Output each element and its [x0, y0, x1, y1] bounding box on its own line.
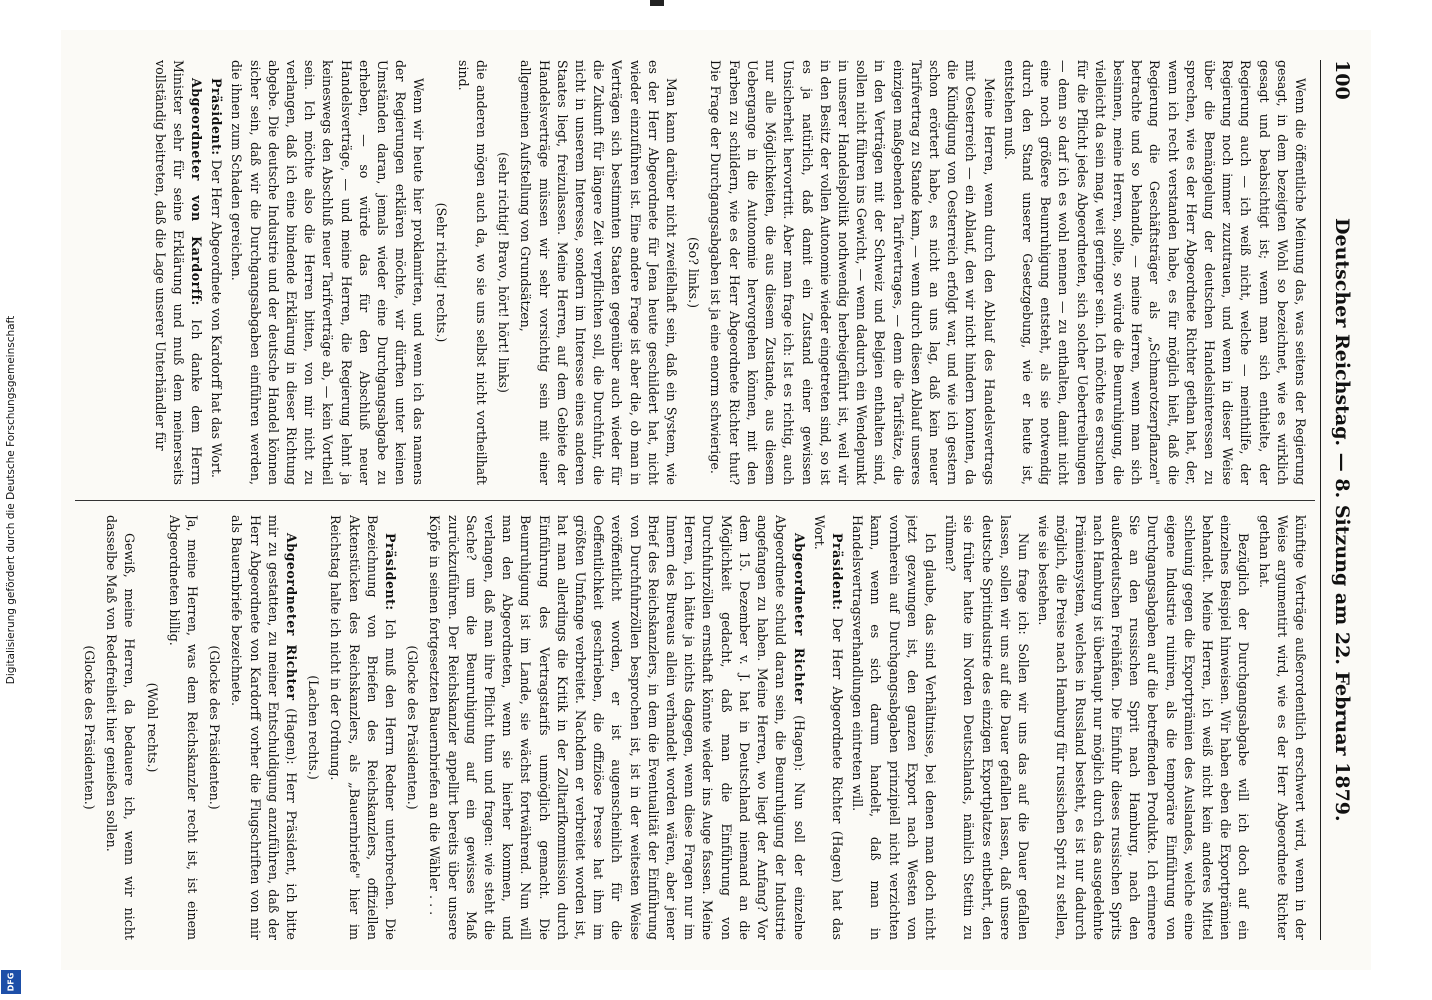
paragraph: Wenn die öffentliche Meinung das, was seitens der Regierung gesagt, in dem bezeigten Wohl so bezeichnet, wie es wirklich gesagt und beabsichtigt ist; wenn man sich enthielte, der Regierung auch — ich weiß nicht, welche — meinthilfe, der Regierung noch immer zuzutrauen, und wenn in dieser Weise über die Bemängelung der deutschen Handelsinteressen zu sprechen, wie es der Herr Abgeordnete Richter gethan hat, der, wenn ich recht verstanden habe, es für möglich hielt, daß die Regierung die Geschäftsträger als „Schmarotzerpflanzen" betrachte und so behandle, — meine Herren, wenn man sich besinnen, meine Herren, sollte, so würde die Beunruhigung, die vielleicht da sein mag, weit geringer sein. Ich möchte es ersuchen für die Pflicht jedes Abgeordneten, sich solcher Uebertreibungen — denn so darf ich es wohl nennen — zu enthalten, damit nicht eine noch größere Beunruhigung entsteht, als sie notwendig durch den Stand unserer Gesetzgebung, wie er heute ist, entstehen muß.: [1001, 60, 1308, 485]
right-column: [79, 515, 1309, 940]
interjection: (So? links.): [686, 236, 702, 309]
scan-mark: [650, 0, 664, 6]
speaker-name: Abgeordneter von Kardorff:: [189, 78, 205, 306]
dfg-logo: DFG: [1, 970, 21, 994]
speaker-name: Präsident:: [829, 533, 845, 611]
interjection: (Glocke des Präsidenten.): [207, 645, 223, 810]
speech-text: Der Herr Abgeordnete von Kardorff hat das Wort.: [209, 155, 225, 478]
interjection: (Glocke des Präsidenten.): [82, 645, 97, 810]
paragraph: Wenn wir heute hier proklamirten, und wenn ich das namens der Regierungen erklären möchte, wir dürften unter keinen Umständen daran, jemals wieder eine Durchgangsabgabe zu erheben, — so würde das für den Abschluß neuer Handelsverträge, — und meine Herren, die Regierung lehnt ja keineswegs den Abschluß neuer Tarifverträge ab, — kein Vortheil sein. Ich möchte also die Herren bitten, von mir nicht zu verlangen, daß ich eine bindende Erklärung in dieser Richtung abgebe. Die deutsche Industrie und der deutsche Handel können sicher sein, daß wir die Durchgangsabgaben einführen werden, die ihnen zum Schaden gereichen.: [229, 60, 427, 485]
left-column: [79, 60, 1309, 485]
speaker-paragraph: [227, 515, 300, 940]
speech-text: (Hagen): Herr Präsident, ich bitte mir zu gestatten, zu meiner Entschuldigung anzuführen, daß der Herr Abgeordnete von Kardorff vorher die Flugschriften von mir als Bauernbriefe bezeichnete.: [229, 515, 300, 940]
speaker-name: Abgeordneter Richter: [791, 533, 807, 704]
paragraph: Man kann darüber nicht zweifelhaft sein, daß ein System, wie es der Herr Abgeordnete für Jena heute geschildert hat, nicht wieder einzuführen ist. Eine andere Frage ist aber die, ob man in Verträgen sich bestimmten Staaten gegenüber auch wieder für die Zukunft für längere Zeit verpflichten soll, die Durchfuhr, die nicht in unserem Interesse, sondern im Interesse eines anderen Staates liegt, freizulassen. Meine Herren, auf dem Gebiete der Handelsverträge müssen wir sehr vorsichtig sein mit einer allgemeinen Aufstellung von Grundsätzen,: [518, 60, 680, 485]
speaker-paragraph: [425, 515, 807, 940]
speaker-paragraph: [810, 515, 846, 940]
paragraph: Meine Herren, wenn durch den Ablauf des Handelsvertrags mit Oesterreich — ein Ablauf, den wir nicht hindern konnten, da die Kündigung von Oesterreich erfolgt war, und wie ich gestern schon erörtert habe, es nicht an uns lag, daß kein neuer Tarifvertrag zu Stande kam, — wenn durch diesen Ablauf unseres einzigen maßgebenden Tarifvertrages, — denn die Tarifsätze, die in den Verträgen mit der Schweiz und Belgien enthalten sind, sollen nicht führen ins Gewicht, — wenn dadurch ein Wendepunkt in unserer Handelspolitik nothwendig herbeigeführt ist, weil wir in den Besitz der vollen Autonomie wieder eingetreten sind, so ist es ja natürlich, daß damit ein Zustand einer gewissen Unsicherheit hervortritt. Aber man frage ich: Ist es richtig, auch nur alle Möglichkeiten, die aus diesem Zustande, aus diesem Uebergange in die Autonomie hervorgehen können, mit den Farben zu schildern, wie es der Herr Abgeordnete Richter thut? Die Frage der Durchgangsabgaben ist ja eine enorm schwierige.: [708, 60, 997, 485]
speech-text: Ich danke dem Herrn Minister sehr für seine Erklärung und muß dem meinerseits vollständig beitreten, daß die Lage unserer Unterhändler für: [152, 60, 205, 485]
credit-text: Digitalisierung gefördert durch die Deutsche Forschungsgemeinschaft: [5, 315, 17, 685]
page-header: [1327, 60, 1353, 940]
paragraph: Ich glaube, das sind Verhältnisse, bei denen man doch nicht jetzt gezwungen ist, den ganzen Export nach Westen von vornherein auf Durchgangsabgaben prinzipiell nicht verzichten kann, wenn es sich darum handelt, daß man in Handelsvertragsverhandlungen eintreten will.: [850, 515, 938, 940]
interjection: (Glocke des Präsidenten.): [405, 645, 421, 810]
speech-text: Der Herr Abgeordnete Richter (Hagen) hat das Wort.: [811, 515, 845, 940]
paragraph: die anderen mögen auch da, wo sie uns selbst nicht vortheilhaft sind.: [455, 60, 490, 485]
speaker-name: Präsident:: [209, 78, 225, 156]
paragraph: künftige Verträge außerordentlich erschwert wird, wenn in der Weise argumentirt wird, wie es der Herr Abgeordnete Richter gethan hat.: [1256, 515, 1308, 940]
speaker-paragraph: [207, 60, 225, 485]
speaker-name: Abgeordneter Richter: [284, 533, 300, 701]
paragraph: Gewiß, meine Herren, da bedauere ich, wenn wir nicht dasselbe Maß von Redefreiheit hier genießen sollen.: [104, 515, 138, 940]
speaker-paragraph: [150, 60, 205, 485]
speech-text: (Hagen): Nun soll der einzelne Abgeordnete schuld daran sein, die Beunruhigung der Industrie angefangen zu haben. Meine Herren, wo liegt der Anfang? Vor dem 15. Dezember v. J. hat in Deutschland niemand an die Möglichkeit gedacht, daß man die Einführung von Durchfuhrzöllen ernsthaft könnte wieder ins Auge fassen. Meine Herren, ich hätte ja nichts dagegen, wenn diese Fragen nur im Innern des Bureaus allein verhandelt worden wären, aber jener Brief des Reichskanzlers, in dem die Eventualität der Einführung von Durchfuhrzöllen besprochen ist, ist in der weitesten Weise veröffentlicht worden, er ist augenscheinlich für die Oeffentlichkeit geschrieben, die offiziöse Presse hat ihm im größten Umfange verbreitet. Nachdem er verbreitet worden ist, hat man allerdings die Kritik in der Zolltarifkommission durch Einführung des Vertragstarifs unmöglich gemacht. Die Beunruhigung ist im Lande, sie wächst fortwährend. Nun will man den Abgeordneten, wenn sie hierher kommen, und verlangen, daß man ihre Pflicht thun und fragen: wie steht die Sache? um die Beunruhigung auf ein gewisses Maß zurückzuführen. Der Reichskanzler appellirt bereits über unsere Köpfe in seinen fortgesetzten Bauernbriefen an die Wähler . . .: [427, 515, 807, 940]
speaker-paragraph: [326, 515, 399, 940]
interjection: (Lachen rechts.): [306, 675, 322, 780]
speech-text: Ich muß den Herrn Redner unterbrechen. Die Bezeichnung von Briefen des Reichskanzlers, offiziellen Aktenstücken des Reichskanzlers, als „Bauernbriefe" hier im Reichstag halte ich nicht in der Ordnung.: [328, 515, 399, 940]
paragraph: Ja, meine Herren, was dem Reichskanzler recht ist, ist einem Abgeordneten billig.: [166, 515, 201, 940]
speaker-name: Präsident:: [383, 533, 399, 611]
running-title: Deutscher Reichstag. — 8. Sitzung am 22. Februar 1879.: [1331, 218, 1353, 822]
document-page: [61, 30, 1371, 970]
digitization-credit: [0, 0, 22, 1000]
interjection: (Wohl rechts.): [144, 682, 160, 773]
interjection: (Sehr richtig! rechts.): [433, 202, 449, 343]
header-rule: [1320, 60, 1321, 940]
column-divider: [75, 500, 1315, 501]
interjection: (sehr richtig! Bravo, hört! hört! links): [496, 152, 512, 393]
page-number: 100: [1331, 60, 1353, 100]
paragraph: Nun frage ich: Sollen wir uns das auf die Dauer gefallen lassen, sollen wir uns auf die Dauer gefallen lassen, daß unsere deutsche Spritindustrie des einzigen Exportplatzes entbehrt, den sie früher hatte im Norden Deutschlands, nämlich Stettin zu rühmen?: [943, 515, 1031, 940]
paragraph: Bezüglich der Durchgangsabgabe will ich doch auf ein einzelnes Beispiel hinweisen. Wir haben eben die Exportprämien behandelt. Meine Herren, ich weiß nicht kein anderes Mittel schleunig gegen die Exportprämien des Auslandes, welche eine eigene Industrie ruiniren, als die temporäre Einführung von Durchgangsabgaben auf die betreffenden Produkte. Ich erinnere Sie an den russischen Sprit nach Hamburg, nach den außerdeutschen Freihäfen. Die Einfuhr dieses russischen Sprits nach Hamburg ist überhaupt nur möglich durch das ausgedehnte Prämiensystem, welches in Russland besteht, es ist nur dadurch möglich, die Preise nach Hamburg für russischen Sprit zu stellen, wie sie bestehen.: [1036, 515, 1252, 940]
